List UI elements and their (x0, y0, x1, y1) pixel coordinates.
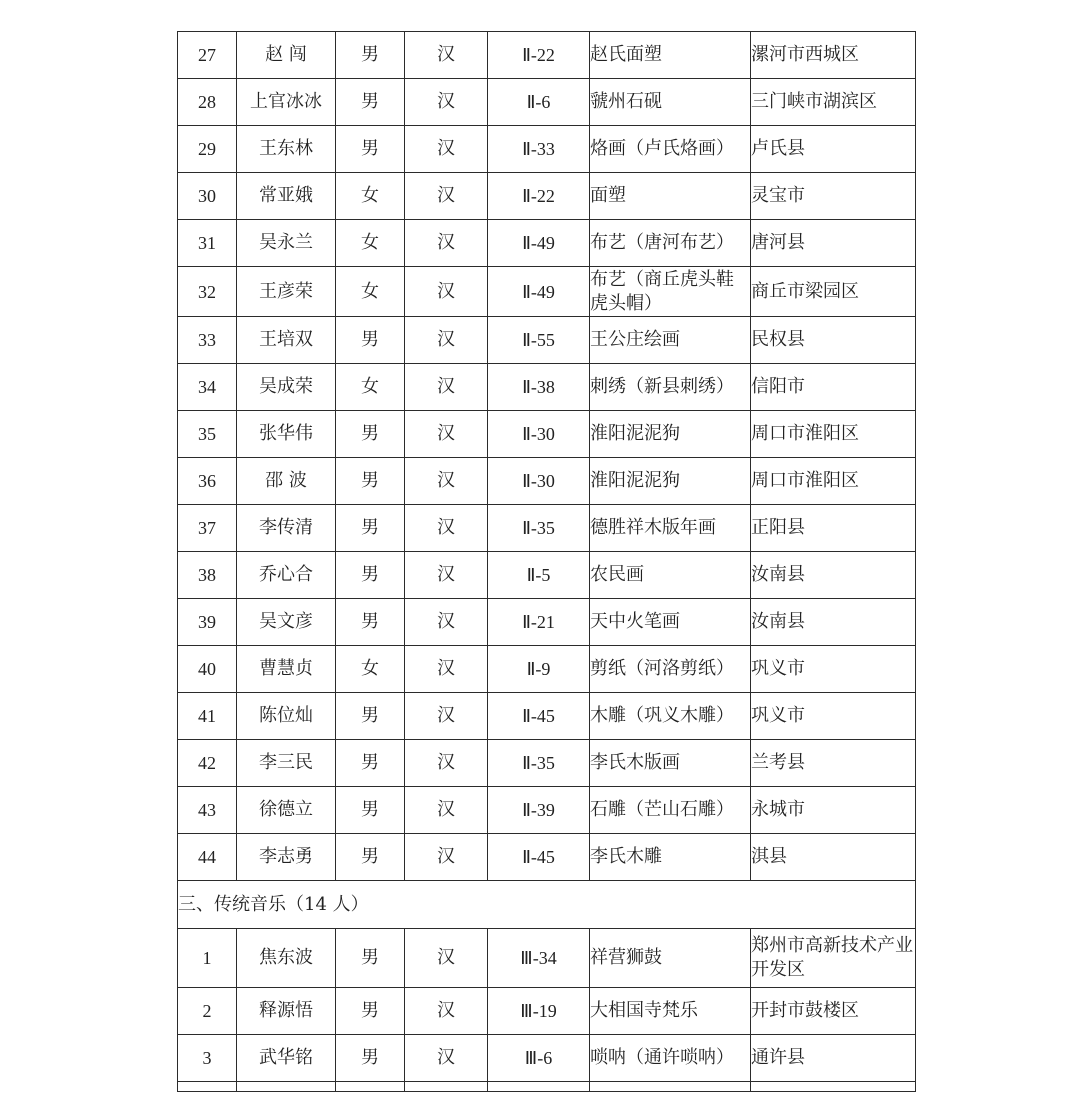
gender-cell: 男 (336, 599, 405, 646)
ethnicity-cell: 汉 (405, 79, 488, 126)
project-name-cell: 王公庄绘画 (590, 317, 751, 364)
inheritor-name-cell: 赵 闯 (237, 32, 336, 79)
row-number-cell: 1 (178, 929, 237, 988)
ethnicity-cell: 汉 (405, 317, 488, 364)
region-cell: 漯河市西城区 (751, 32, 916, 79)
row-number-cell: 27 (178, 32, 237, 79)
table-row (178, 693, 916, 740)
item-code-cell: Ⅱ-45 (488, 834, 590, 881)
project-name-cell: 唢呐（通许唢呐） (590, 1035, 751, 1082)
table-row (178, 411, 916, 458)
table-row (178, 646, 916, 693)
ethnicity-cell: 汉 (405, 32, 488, 79)
ethnicity-cell: 汉 (405, 458, 488, 505)
inheritor-name-cell: 陈位灿 (237, 693, 336, 740)
item-code-cell: Ⅱ-33 (488, 126, 590, 173)
region-cell: 兰考县 (751, 740, 916, 787)
region-cell: 三门峡市湖滨区 (751, 79, 916, 126)
inheritor-name-cell: 王彦荣 (237, 267, 336, 317)
project-name-cell: 赵氏面塑 (590, 32, 751, 79)
project-name-cell: 刺绣（新县刺绣） (590, 364, 751, 411)
inheritor-name-cell: 乔心合 (237, 552, 336, 599)
item-code-cell: Ⅱ-35 (488, 740, 590, 787)
inheritor-name-cell: 焦东波 (237, 929, 336, 988)
inheritor-name-cell: 曹慧贞 (237, 646, 336, 693)
project-name-cell: 农民画 (590, 552, 751, 599)
inheritor-name-cell: 释源悟 (237, 988, 336, 1035)
row-number-cell: 36 (178, 458, 237, 505)
project-name-cell: 德胜祥木版年画 (590, 505, 751, 552)
partial-row (178, 1082, 916, 1092)
ethnicity-cell: 汉 (405, 364, 488, 411)
table-row (178, 79, 916, 126)
item-code-cell: Ⅲ-34 (488, 929, 590, 988)
inheritor-name-cell: 王培双 (237, 317, 336, 364)
region-cell: 汝南县 (751, 599, 916, 646)
region-cell: 开封市鼓楼区 (751, 988, 916, 1035)
project-name-cell: 淮阳泥泥狗 (590, 458, 751, 505)
project-name-cell: 祥营狮鼓 (590, 929, 751, 988)
row-number-cell: 2 (178, 988, 237, 1035)
row-number-cell: 32 (178, 267, 237, 317)
item-code-cell: Ⅱ-39 (488, 787, 590, 834)
project-name-cell: 布艺（商丘虎头鞋虎头帽） (590, 267, 751, 317)
empty-cell (751, 1082, 916, 1092)
row-number-cell: 34 (178, 364, 237, 411)
item-code-cell: Ⅱ-38 (488, 364, 590, 411)
gender-cell: 男 (336, 317, 405, 364)
inheritor-name-cell: 徐德立 (237, 787, 336, 834)
region-cell: 巩义市 (751, 646, 916, 693)
project-name-cell: 淮阳泥泥狗 (590, 411, 751, 458)
ethnicity-cell: 汉 (405, 267, 488, 317)
row-number-cell: 38 (178, 552, 237, 599)
table-row (178, 552, 916, 599)
ethnicity-cell: 汉 (405, 411, 488, 458)
row-number-cell: 40 (178, 646, 237, 693)
project-name-cell: 李氏木版画 (590, 740, 751, 787)
item-code-cell: Ⅱ-9 (488, 646, 590, 693)
table-row (178, 32, 916, 79)
row-number-cell: 44 (178, 834, 237, 881)
row-number-cell: 35 (178, 411, 237, 458)
inheritor-name-cell: 武华铭 (237, 1035, 336, 1082)
empty-cell (336, 1082, 405, 1092)
region-cell: 民权县 (751, 317, 916, 364)
gender-cell: 男 (336, 505, 405, 552)
region-cell: 卢氏县 (751, 126, 916, 173)
table-body (178, 32, 916, 1092)
section-title: 三、传统音乐（14 人） (178, 881, 916, 929)
table-row (178, 220, 916, 267)
gender-cell: 男 (336, 787, 405, 834)
table-row (178, 505, 916, 552)
item-code-cell: Ⅱ-21 (488, 599, 590, 646)
ethnicity-cell: 汉 (405, 834, 488, 881)
ethnicity-cell: 汉 (405, 599, 488, 646)
item-code-cell: Ⅱ-30 (488, 458, 590, 505)
ethnicity-cell: 汉 (405, 173, 488, 220)
gender-cell: 女 (336, 220, 405, 267)
region-cell: 商丘市梁园区 (751, 267, 916, 317)
project-name-cell: 虢州石砚 (590, 79, 751, 126)
gender-cell: 男 (336, 552, 405, 599)
table-row (178, 317, 916, 364)
region-cell: 淇县 (751, 834, 916, 881)
gender-cell: 男 (336, 929, 405, 988)
row-number-cell: 39 (178, 599, 237, 646)
gender-cell: 男 (336, 693, 405, 740)
gender-cell: 女 (336, 364, 405, 411)
table-row (178, 834, 916, 881)
project-name-cell: 烙画（卢氏烙画） (590, 126, 751, 173)
table-row (178, 787, 916, 834)
item-code-cell: Ⅱ-30 (488, 411, 590, 458)
table-row (178, 929, 916, 988)
table-row (178, 458, 916, 505)
section-header-row (178, 881, 916, 929)
gender-cell: 男 (336, 411, 405, 458)
region-cell: 通许县 (751, 1035, 916, 1082)
row-number-cell: 41 (178, 693, 237, 740)
ethnicity-cell: 汉 (405, 787, 488, 834)
empty-cell (405, 1082, 488, 1092)
table-row (178, 988, 916, 1035)
table-row (178, 364, 916, 411)
table-row (178, 740, 916, 787)
ethnicity-cell: 汉 (405, 929, 488, 988)
item-code-cell: Ⅲ-6 (488, 1035, 590, 1082)
gender-cell: 女 (336, 646, 405, 693)
table-row (178, 126, 916, 173)
inheritor-name-cell: 李志勇 (237, 834, 336, 881)
item-code-cell: Ⅱ-5 (488, 552, 590, 599)
inheritor-name-cell: 王东林 (237, 126, 336, 173)
region-cell: 郑州市高新技术产业开发区 (751, 929, 916, 988)
row-number-cell: 3 (178, 1035, 237, 1082)
ethnicity-cell: 汉 (405, 693, 488, 740)
item-code-cell: Ⅱ-55 (488, 317, 590, 364)
ethnicity-cell: 汉 (405, 646, 488, 693)
ethnicity-cell: 汉 (405, 220, 488, 267)
inheritor-name-cell: 常亚娥 (237, 173, 336, 220)
table-row (178, 173, 916, 220)
item-code-cell: Ⅱ-49 (488, 267, 590, 317)
gender-cell: 男 (336, 740, 405, 787)
item-code-cell: Ⅱ-22 (488, 173, 590, 220)
empty-cell (178, 1082, 237, 1092)
gender-cell: 男 (336, 126, 405, 173)
project-name-cell: 面塑 (590, 173, 751, 220)
project-name-cell: 大相国寺梵乐 (590, 988, 751, 1035)
empty-cell (590, 1082, 751, 1092)
gender-cell: 男 (336, 834, 405, 881)
gender-cell: 男 (336, 1035, 405, 1082)
inheritor-name-cell: 上官冰冰 (237, 79, 336, 126)
region-cell: 唐河县 (751, 220, 916, 267)
item-code-cell: Ⅱ-6 (488, 79, 590, 126)
item-code-cell: Ⅱ-45 (488, 693, 590, 740)
project-name-cell: 天中火笔画 (590, 599, 751, 646)
ethnicity-cell: 汉 (405, 1035, 488, 1082)
row-number-cell: 28 (178, 79, 237, 126)
region-cell: 周口市淮阳区 (751, 458, 916, 505)
region-cell: 永城市 (751, 787, 916, 834)
project-name-cell: 李氏木雕 (590, 834, 751, 881)
gender-cell: 男 (336, 988, 405, 1035)
ethnicity-cell: 汉 (405, 740, 488, 787)
gender-cell: 男 (336, 458, 405, 505)
table-row (178, 599, 916, 646)
gender-cell: 女 (336, 173, 405, 220)
ethnicity-cell: 汉 (405, 988, 488, 1035)
project-name-cell: 木雕（巩义木雕） (590, 693, 751, 740)
inheritors-table (177, 31, 916, 1092)
row-number-cell: 31 (178, 220, 237, 267)
row-number-cell: 42 (178, 740, 237, 787)
inheritor-name-cell: 邵 波 (237, 458, 336, 505)
gender-cell: 男 (336, 32, 405, 79)
ethnicity-cell: 汉 (405, 552, 488, 599)
inheritor-name-cell: 吴文彦 (237, 599, 336, 646)
row-number-cell: 30 (178, 173, 237, 220)
item-code-cell: Ⅱ-49 (488, 220, 590, 267)
region-cell: 正阳县 (751, 505, 916, 552)
table-row (178, 1035, 916, 1082)
table-row (178, 267, 916, 317)
empty-cell (237, 1082, 336, 1092)
project-name-cell: 石雕（芒山石雕） (590, 787, 751, 834)
row-number-cell: 29 (178, 126, 237, 173)
region-cell: 信阳市 (751, 364, 916, 411)
row-number-cell: 43 (178, 787, 237, 834)
region-cell: 灵宝市 (751, 173, 916, 220)
row-number-cell: 33 (178, 317, 237, 364)
gender-cell: 男 (336, 79, 405, 126)
ethnicity-cell: 汉 (405, 505, 488, 552)
region-cell: 巩义市 (751, 693, 916, 740)
inheritor-name-cell: 张华伟 (237, 411, 336, 458)
ethnicity-cell: 汉 (405, 126, 488, 173)
inheritor-name-cell: 李三民 (237, 740, 336, 787)
project-name-cell: 剪纸（河洛剪纸） (590, 646, 751, 693)
item-code-cell: Ⅱ-22 (488, 32, 590, 79)
gender-cell: 女 (336, 267, 405, 317)
project-name-cell: 布艺（唐河布艺） (590, 220, 751, 267)
row-number-cell: 37 (178, 505, 237, 552)
inheritor-name-cell: 吴永兰 (237, 220, 336, 267)
inheritor-name-cell: 吴成荣 (237, 364, 336, 411)
item-code-cell: Ⅲ-19 (488, 988, 590, 1035)
region-cell: 汝南县 (751, 552, 916, 599)
inheritor-name-cell: 李传清 (237, 505, 336, 552)
empty-cell (488, 1082, 590, 1092)
region-cell: 周口市淮阳区 (751, 411, 916, 458)
item-code-cell: Ⅱ-35 (488, 505, 590, 552)
